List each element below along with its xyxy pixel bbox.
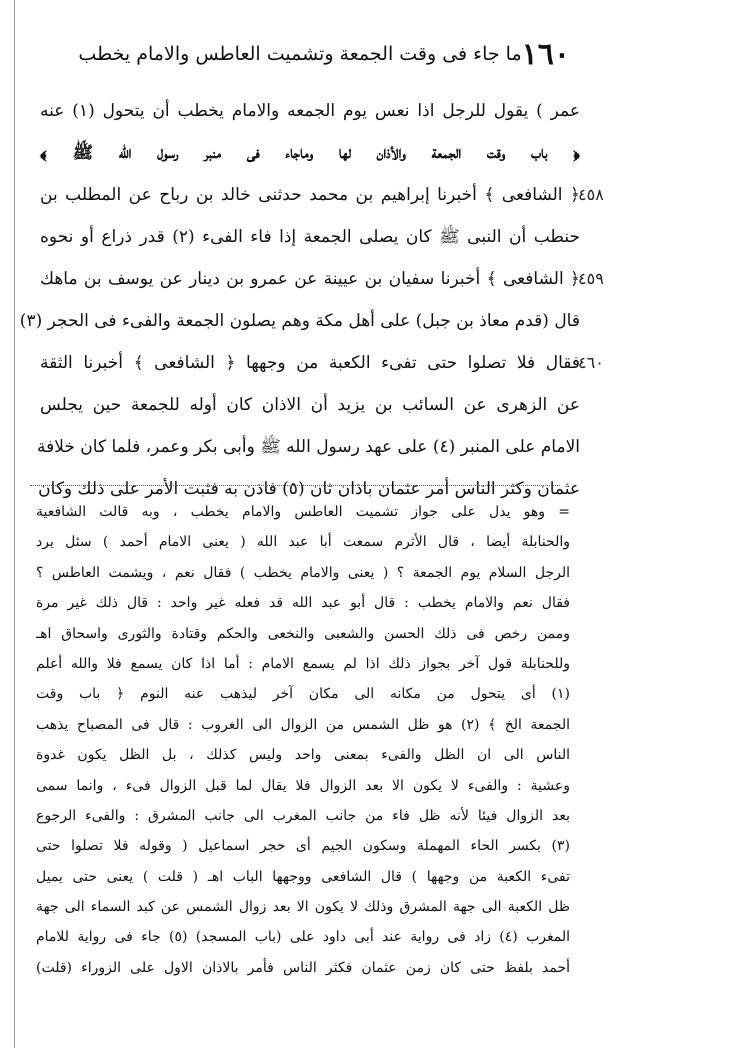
- footnote-line: الجمعة الخ ﴾ (٢) هو ظل الشمس من الزوال الى الغروب : قال فى المصباح يذهب: [36, 716, 570, 733]
- footnote-line: وللحنابلة قول آخر بجواز ذلك اذا لم يسمع الامام : أما اذا كان يسمع فلا والله أعلم: [36, 655, 570, 672]
- hadith-number: ٤٥٨: [578, 185, 604, 204]
- text-line: الامام على المنبر (٤) على عهد رسول الله ﷺ وأبى بكر وعمر، فلما كان خلافة: [36, 437, 580, 457]
- footnote-line: وعشية : والفىء لا يكون الا بعد الزوال فلا يقال لما قبل الزوال فىء ، وانما سمى: [36, 777, 570, 794]
- text-line: فقال فلا تصلوا حتى تفىء الكعبة من وجهها ﴿ الشافعى ﴾ أخبرنا الثقة: [40, 353, 580, 373]
- footnote-line: الناس الى ان الظل والفىء بمعنى واحد وليس كذلك ، بل الظل يكون غدوة: [36, 747, 570, 764]
- text-line: عثمان وكثر الناس أمر عثمان باذان ثان (٥) فاذن به فثبت الأمر على ذلك وكان: [38, 479, 580, 499]
- text-line: عمر ) يقول للرجل اذا نعس يوم الجمعه والامام يخطب أن يتحول (١) عنه: [40, 101, 580, 121]
- scan-edge-line: [14, 0, 15, 1048]
- hadith-number: ٤٥٩: [578, 269, 604, 288]
- footnote-line: والحنابلة أيضا ، قال الأثرم سمعت أبا عبد الله ( يعنى الامام أحمد ) سئل يرد: [36, 534, 570, 551]
- running-title: ما جاء فى وقت الجمعة وتشميت العاطس والامام يخطب: [78, 43, 522, 65]
- text-line: ﴿ الشافعى ﴾ أخبرنا سفيان بن عيينة عن عمرو بن دينار عن يوسف بن ماهك: [40, 269, 580, 289]
- footnote-line: فقال نعم والامام يخطب : قال أبو عبد الله قد فعله غير واحد : قال ذلك غير مرة: [36, 595, 570, 612]
- footnote-line: أحمد بلفظ حتى كان زمن عثمان فكثر الناس فأمر بالاذان الاول على الزوراء (قلت): [36, 959, 570, 976]
- footnotes: [36, 497, 570, 983]
- footnote-line: = وهو يدل على جواز تشميت العاطس والامام يخطب ، وبه قالت الشافعية: [36, 504, 570, 520]
- chapter-heading: ﴿ باب وقت الجمعة والأذان لها وماجاء فى منبر رسول الله ﷺ ﴾: [40, 143, 580, 163]
- text-line: قال (قدم معاذ بن جبل) على أهل مكة وهم يصلون الجمعة والفىء فى الحجر (٣): [19, 311, 580, 331]
- text-line: عن الزهرى عن السائب بن يزيد أن الاذان كان أوله للجمعة حين يجلس: [40, 395, 580, 415]
- text-line: حنطب أن النبى ﷺ كان يصلى الجمعة إذا فاء الفىء (٢) قدر ذراع أو نحوه: [40, 227, 580, 247]
- footnote-line: بعد الزوال فيئا لأنه ظل فاء من جانب المغرب الى جانب المشرق : والفىء الرجوع: [36, 807, 570, 824]
- footnote-line: تفىء الكعبة من وجهها ) قال الشافعى ووجهها الباب اهـ ( قلت ) يعنى حتى يميل: [36, 868, 570, 885]
- footnote-line: ظل الكعبة الى جهة المشرق وذلك لا يكون الا بعد زوال الشمس عن كبد السماء الى جهة: [36, 899, 570, 916]
- page-number: ١٦٠: [521, 36, 570, 72]
- hadith-number: ٤٦٠: [578, 353, 604, 372]
- footnote-line: (٣) بكسر الحاء المهملة وسكون الجيم أى حجر اسماعيل ( وقوله فلا تصلوا حتى: [36, 838, 570, 855]
- footnote-line: (١) أى يتحول من مكانه الى مكان آخر ليذهب عنه النوم ﴿ باب وقت: [36, 686, 570, 703]
- footnote-line: وممن رخص فى ذلك الحسن والشعبى والنخعى والحكم وقتادة والثورى واسحاق اهـ: [36, 625, 570, 642]
- main-text: [19, 90, 580, 510]
- footnote-line: المغرب (٤) زاد فى رواية عند أبى داود على (باب المسجد) (٥) جاء فى رواية للامام: [36, 929, 570, 946]
- footnote-divider: [30, 485, 560, 487]
- footnote-line: الرجل السلام يوم الجمعة ؟ ( يعنى والامام يخطب ) فقال نعم ، ويشمت العاطس ؟: [36, 564, 570, 581]
- text-line: ﴿ الشافعى ﴾ أخبرنا إبراهيم بن محمد حدثنى خالد بن رباح عن المطلب بن: [40, 185, 580, 205]
- page-header: [78, 34, 570, 74]
